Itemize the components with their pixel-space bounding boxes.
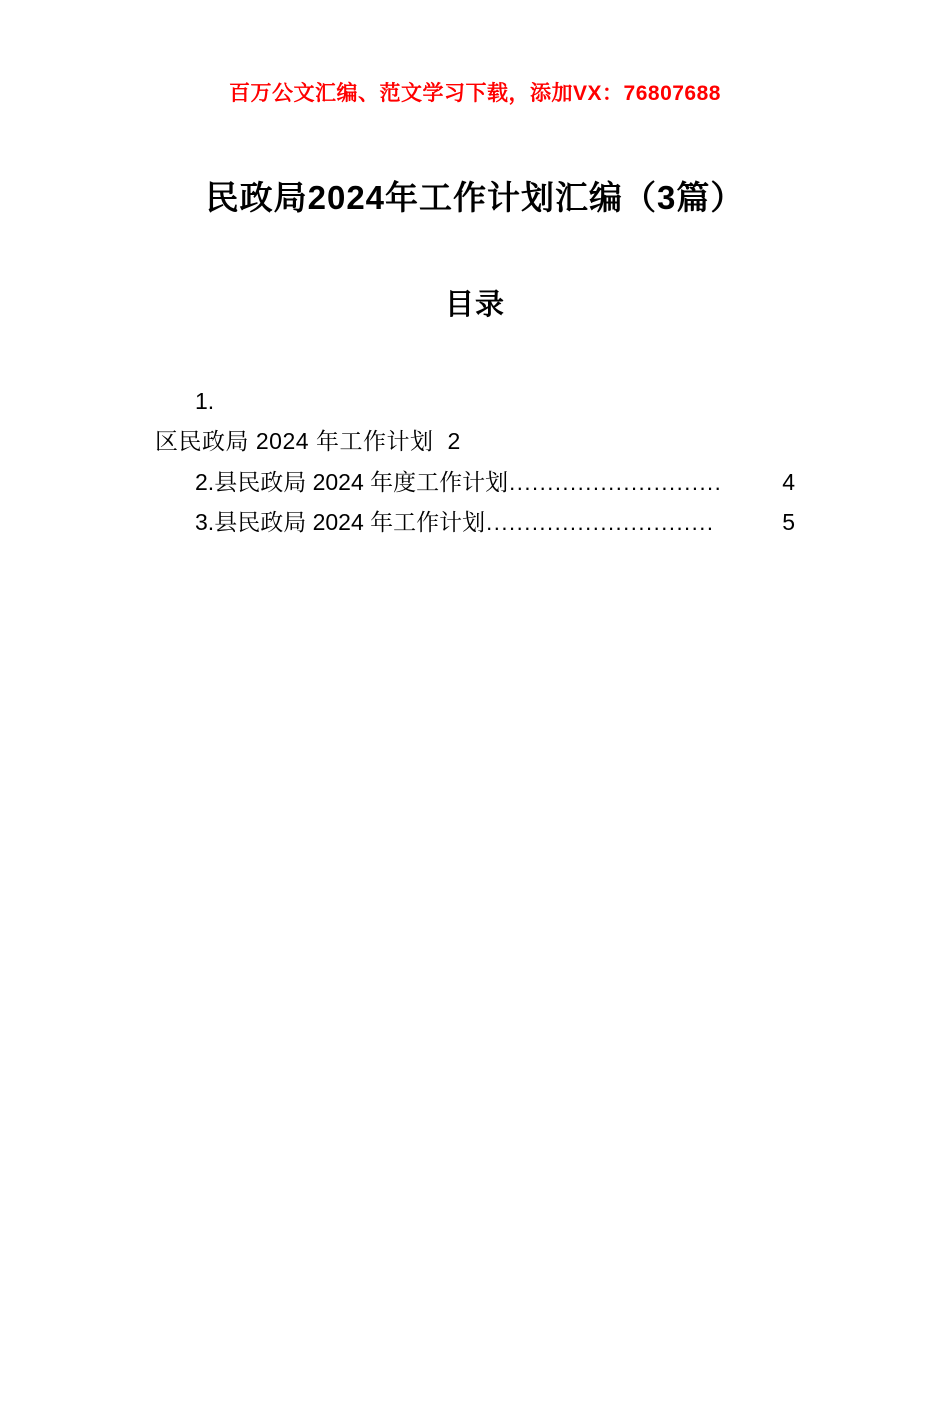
toc-entry-number: 1. <box>195 388 215 415</box>
toc-heading: 目录 <box>444 289 505 322</box>
document-page <box>0 80 950 1424</box>
table-of-contents <box>155 381 795 543</box>
toc-leader-dots: ............................ <box>509 469 723 495</box>
page-title: 民政局2024年工作计划汇编（3篇） <box>205 179 745 217</box>
toc-entry-number: 2. <box>195 468 215 495</box>
toc-entry-label: 县民政局 2024 年工作计划 <box>214 509 486 536</box>
promo-banner: 百万公文汇编、范文学习下载，添加VX：76807688 <box>229 82 721 105</box>
toc-entry[interactable] <box>155 381 795 462</box>
toc-entry-page: 4 <box>782 468 795 495</box>
toc-entry[interactable] <box>155 502 795 543</box>
toc-leader-dots: .............................. <box>486 510 715 536</box>
toc-entry-label: 区民政局 2024 年工作计划 <box>155 428 434 455</box>
toc-entry-number: 3. <box>195 509 215 536</box>
toc-entry-page: 5 <box>782 509 795 536</box>
toc-entry[interactable] <box>155 462 795 503</box>
toc-entry-page: 2 <box>447 428 461 455</box>
toc-entry-label: 县民政局 2024 年度工作计划 <box>214 468 509 495</box>
